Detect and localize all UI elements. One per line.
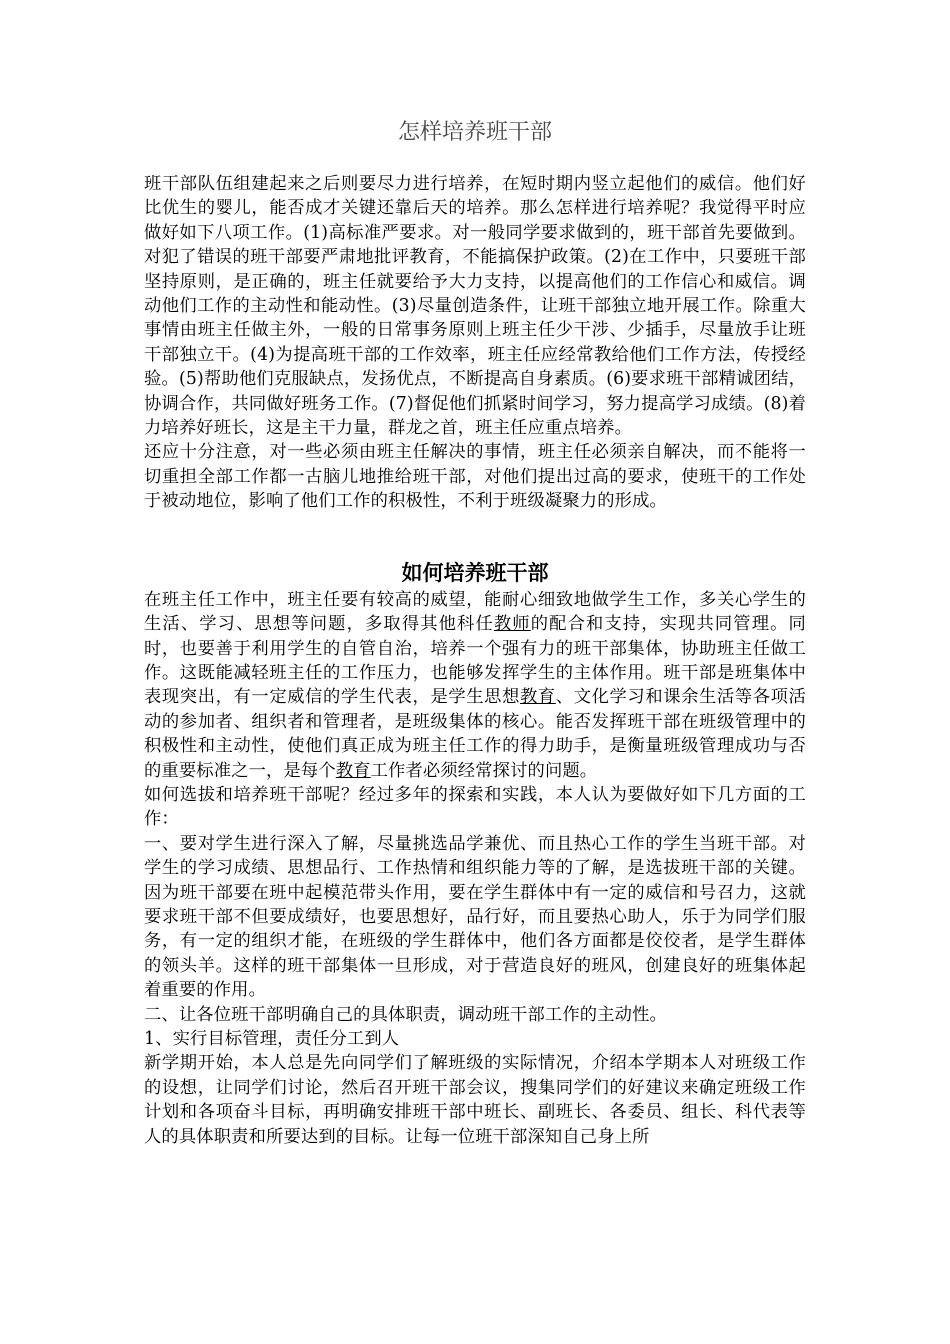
section1-paragraph-2: 还应十分注意，对一些必须由班主任解决的事情，班主任必须亲自解决，而不能将一切重担全部工作都一古脑儿地推给班干部，对他们提出过高的要求，使班干的工作处于被动地位，影响了他们工作的积极性，不利于班级凝聚力的形成。 xyxy=(144,442,806,512)
section2-p1-text-b: 的配合和支持，实现共同管理。同时，也要善于利用学生的自管自治，培养一个强有力的班干部集体，协助班主任做工作。这既能减轻班主任的工作压力，也能够发挥学生的主体作用。班干部是班集体中表现突出，有一定威信的学生代表，是学生思想 xyxy=(144,614,806,708)
section2-paragraph-3: 一、要对学生进行深入了解，尽量挑选品学兼优、而且热心工作的学生当班干部。对学生的学习成绩、思想品行、工作热情和组织能力等的了解，是选拔班干部的关键。因为班干部要在班中起模范带头作用，要在学生群体中有一定的威信和号召力，这就要求班干部不但要成绩好，也要思想好，品行好，而且要热心助人，乐于为同学们服务，有一定的组织才能，在班级的学生群体中，他们各方面都是佼佼者，是学生群体的领头羊。这样的班干部集体一旦形成，对于营造良好的班风，创建良好的班集体起着重要的作用。 xyxy=(144,833,806,1001)
section2-p1-text-c: 、文化学习和课余生活等各项活动的参加者、组织者和管理者，是班级集体的核心。能否发挥班干部在班级管理中的积极性和主动性，使他们真正成为班主任工作的得力助手，是衡量班级管理成功与否的重要标准之一，是每个 xyxy=(144,687,806,781)
section2-p1-text-a: 在班主任工作中，班主任要有较高的威望，能耐心细致地做学生工作，多关心学生的生活、学习、思想等问题，多取得其他科任 xyxy=(144,589,806,635)
section1-paragraph-1: 班干部队伍组建起来之后则要尽力进行培养，在短时期内竖立起他们的威信。他们好比优生的婴儿，能否成才关键还靠后天的培养。那么怎样进行培养呢？我觉得平时应做好如下八项工作。(1)高标准严要求。对一般同学要求做到的，班干部首先要做到。对犯了错误的班干部要严肃地批评教育，不能搞保护政策。(2)在工作中，只要班干部坚持原则，是正确的，班主任就要给予大力支持，以提高他们的工作信心和威信。调动他们工作的主动性和能动性。(3)尽量创造条件，让班干部独立地开展工作。除重大事情由班主任做主外，一般的日常事务原则上班主任少干涉、少插手，尽量放手让班干部独立干。(4)为提高班干部的工作效率，班主任应经常教给他们工作方法，传授经验。(5)帮助他们克服缺点，发扬优点，不断提高自身素质。(6)要求班干部精诚团结，协调合作，共同做好班务工作。(7)督促他们抓紧时间学习，努力提高学习成绩。(8)着力培养好班长，这是主干力量，群龙之首，班主任应重点培养。 xyxy=(144,174,806,439)
section2-paragraph-2: 如何选拔和培养班干部呢？经过多年的探索和实践，本人认为要做好如下几方面的工作： xyxy=(144,784,806,830)
section2-title: 如何培养班干部 xyxy=(401,559,549,585)
education-link-2[interactable]: 教育 xyxy=(335,760,371,781)
education-link[interactable]: 教育 xyxy=(519,687,556,708)
section2-paragraph-4: 二、让各位班干部明确自己的具体职责，调动班干部工作的主动性。 xyxy=(144,1004,667,1025)
section2-paragraph-1 xyxy=(144,588,806,783)
section2-p1-text-d: 工作者必须经常探讨的问题。 xyxy=(370,760,598,781)
section2-paragraph-5: 1、实行目标管理，责任分工到人 xyxy=(144,1029,400,1049)
teacher-link[interactable]: 教师 xyxy=(493,614,531,635)
document-page xyxy=(144,118,806,1149)
document-title: 怎样培养班干部 xyxy=(397,120,552,145)
section2-paragraph-6: 新学期开始，本人总是先向同学们了解班级的实际情况，介绍本学期本人对班级工作的设想，让同学们讨论，然后召开班干部会议，搜集同学们的好建议来确定班级工作计划和各项奋斗目标，再明确安排班干部中班长、副班长、各委员、组长、科代表等人的具体职责和所要达到的目标。让每一位班干部深知自己身上所 xyxy=(144,1053,806,1147)
